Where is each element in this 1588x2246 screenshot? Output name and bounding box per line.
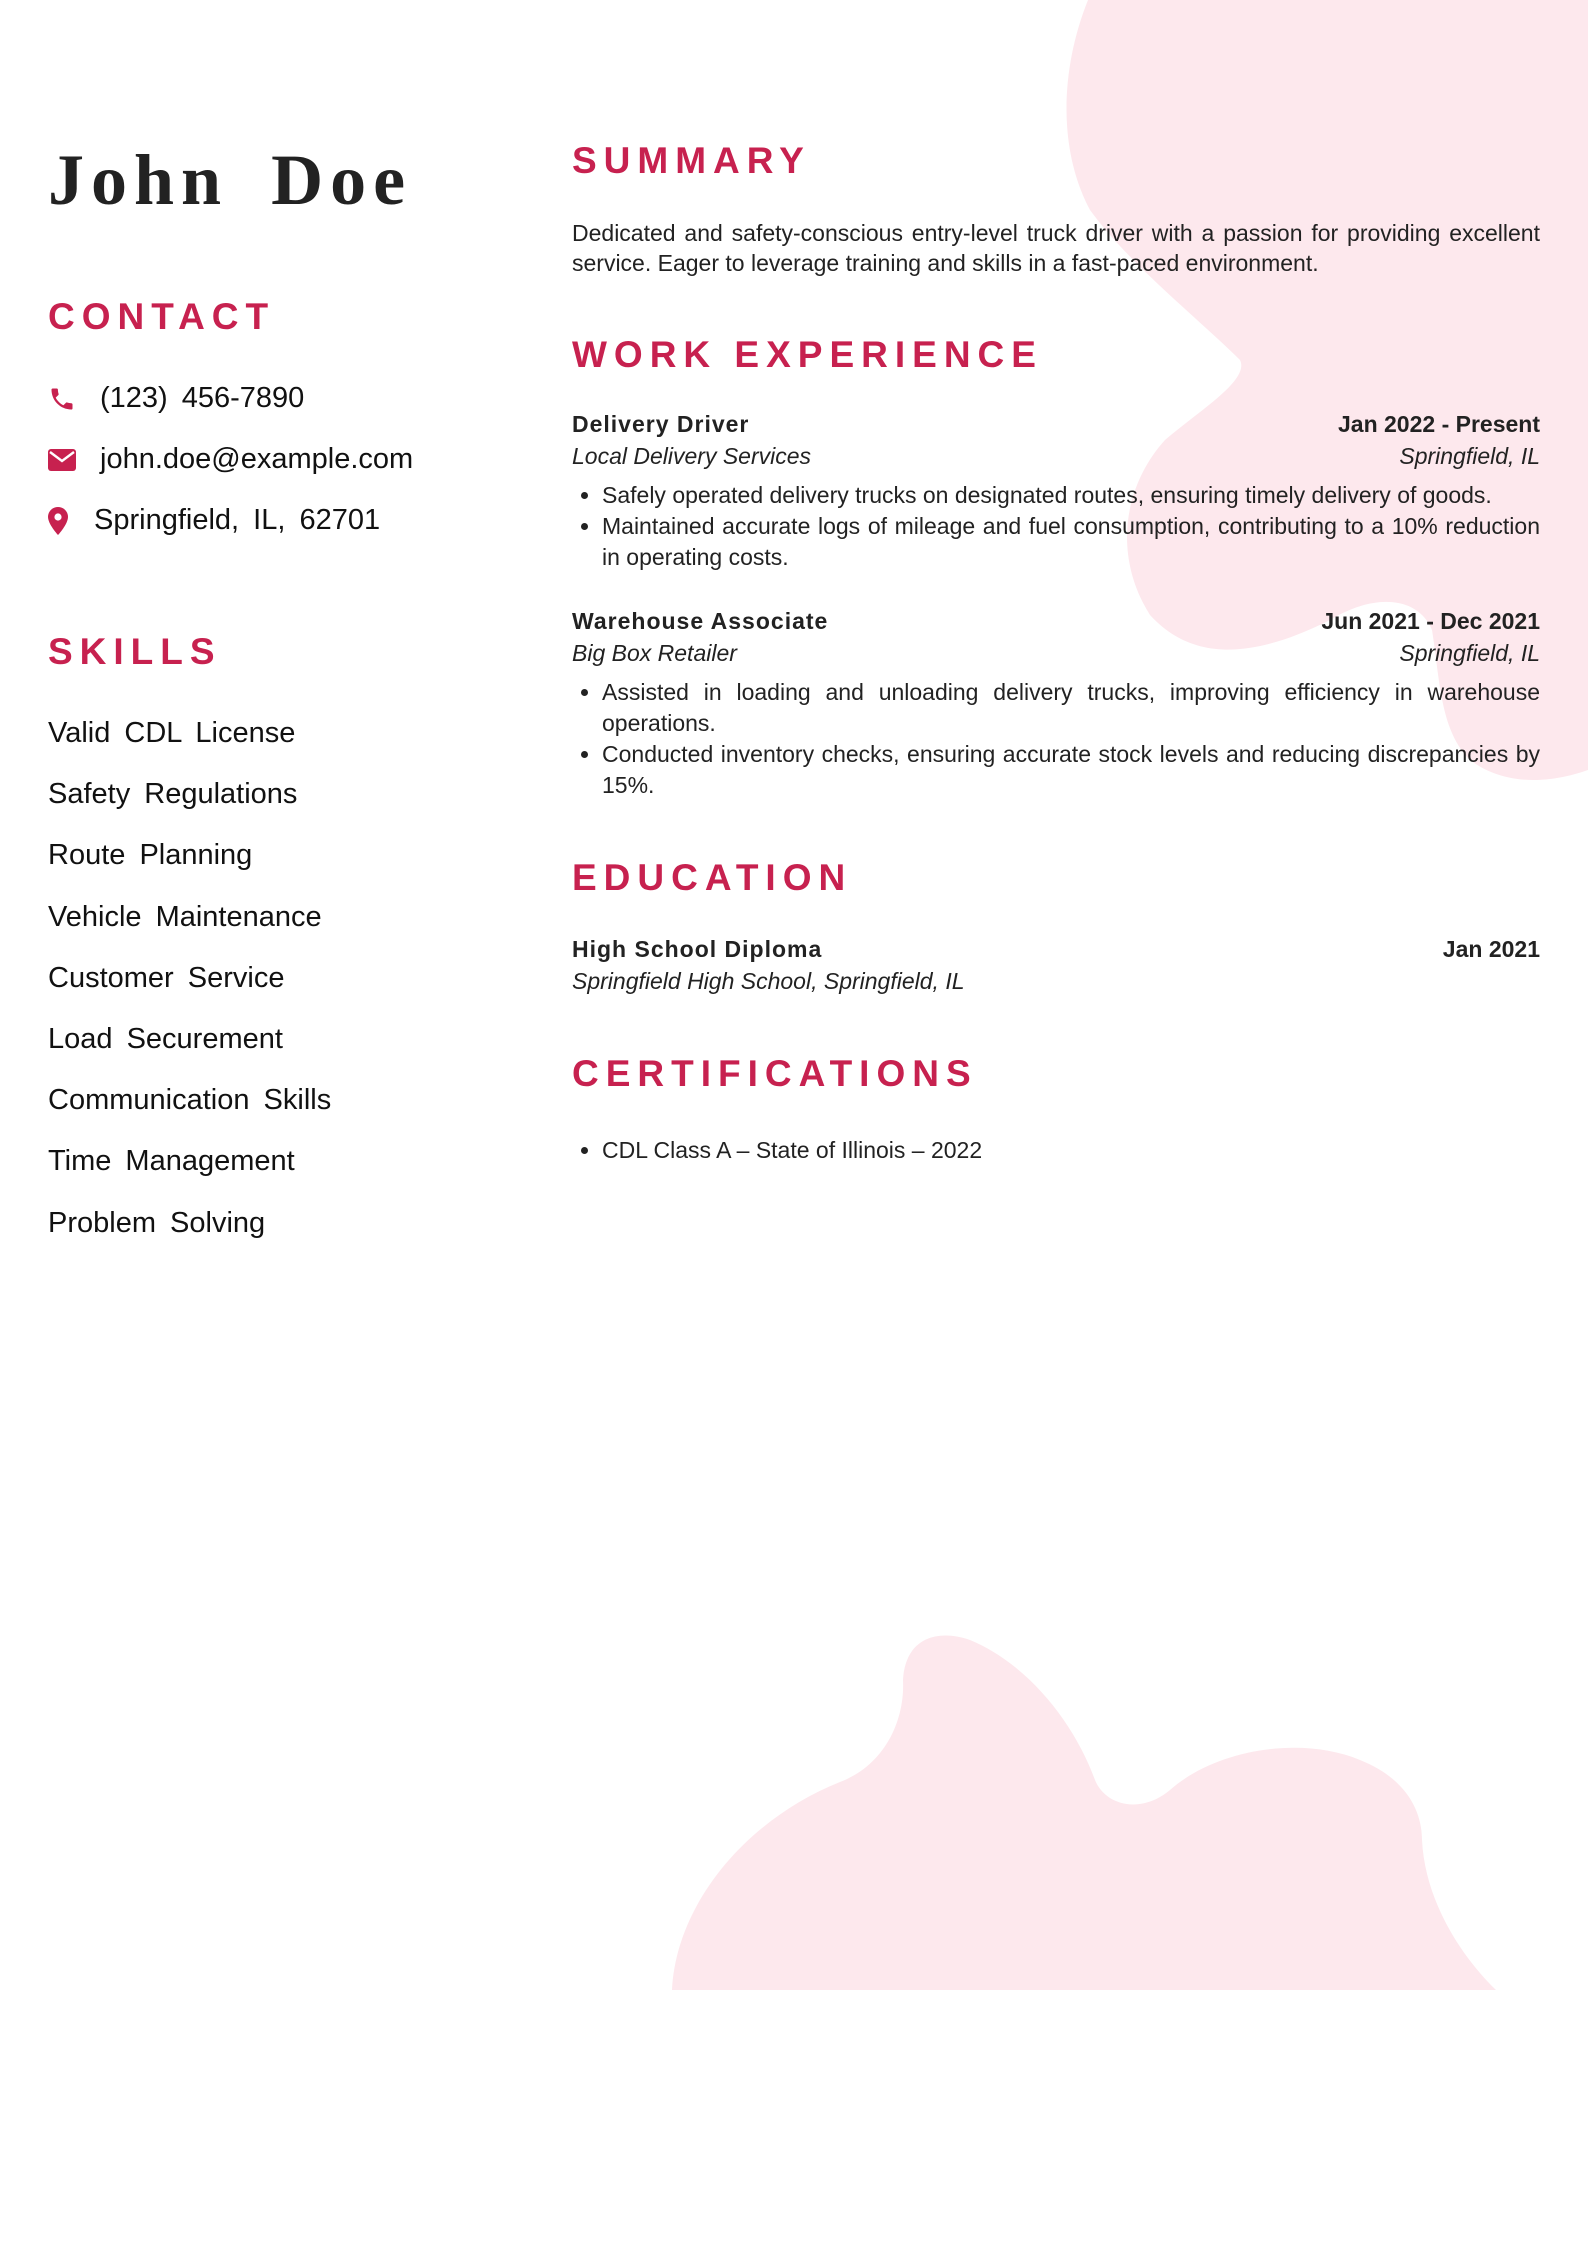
job-bullets: [572, 677, 1540, 801]
certifications-list: [572, 1135, 1540, 1166]
contact-list: [48, 368, 508, 551]
job-header: [572, 408, 1540, 440]
job-header: [572, 605, 1540, 637]
education-school: Springfield High School, Springfield, IL: [572, 968, 965, 994]
job-bullet: • Safely operated delivery trucks on designated routes, ensuring timely delivery of goods.: [602, 480, 1540, 511]
skills-list: [48, 703, 508, 1254]
certifications-heading: CERTIFICATIONS: [572, 1053, 978, 1094]
job-location: Springfield, IL: [1399, 443, 1540, 469]
skill-item: Load Securement: [48, 1022, 283, 1055]
work-experience-heading: WORK EXPERIENCE: [572, 334, 1043, 375]
education-degree: High School Diploma: [572, 936, 823, 962]
skill-item: Problem Solving: [48, 1206, 266, 1239]
job-dates: Jun 2021 - Dec 2021: [1321, 608, 1540, 634]
skill-item: Customer Service: [48, 961, 285, 994]
contact-email: [48, 429, 508, 490]
contact-location-text: Springfield, IL, 62701: [94, 504, 381, 536]
right-column: [572, 134, 1540, 1166]
map-pin-icon: [48, 507, 94, 535]
job-company: Big Box Retailer: [572, 640, 737, 666]
job-title: Delivery Driver: [572, 411, 750, 437]
candidate-name: John Doe: [48, 140, 413, 220]
job-company: Local Delivery Services: [572, 443, 812, 469]
skill-item: Valid CDL License: [48, 717, 296, 749]
contact-phone: [48, 368, 508, 429]
job-location: Springfield, IL: [1399, 640, 1540, 666]
education-date: Jan 2021: [1442, 936, 1540, 962]
envelope-icon: [48, 449, 100, 471]
contact-email-text: john.doe@example.com: [100, 443, 414, 475]
summary-text: Dedicated and safety-conscious entry-level truck driver with a passion for providing excellent service. Eager to leverage training and skills in a fast-paced environment.: [572, 220, 1540, 276]
job-bullet: • Assisted in loading and unloading delivery trucks, improving efficiency in warehouse operations.: [602, 677, 1540, 739]
education-heading: EDUCATION: [572, 857, 853, 898]
summary-heading: SUMMARY: [572, 140, 811, 181]
job-entry: [572, 408, 1540, 573]
job-bullets: [572, 480, 1540, 573]
education-header: [572, 933, 1540, 965]
contact-heading: CONTACT: [48, 296, 276, 337]
contact-location: [48, 490, 508, 551]
job-bullet: • Conducted inventory checks, ensuring accurate stock levels and reducing discrepancies by 15%.: [602, 739, 1540, 801]
job-bullet: • Maintained accurate logs of mileage and fuel consumption, contributing to a 10% reduction in operating costs.: [602, 511, 1540, 573]
contact-phone-text: (123) 456-7890: [100, 382, 305, 414]
education-entry: [572, 933, 1540, 997]
skill-item: Safety Regulations: [48, 778, 298, 811]
education-subheader: [572, 965, 1540, 997]
job-subheader: [572, 637, 1540, 669]
certification-item: • CDL Class A – State of Illinois – 2022: [602, 1135, 1540, 1166]
skill-item: Communication Skills: [48, 1084, 332, 1117]
phone-icon: [48, 385, 100, 413]
job-title: Warehouse Associate: [572, 608, 829, 634]
skill-item: Vehicle Maintenance: [48, 900, 322, 933]
job-dates: Jan 2022 - Present: [1337, 411, 1540, 437]
job-subheader: [572, 440, 1540, 472]
left-column: [48, 130, 508, 1254]
job-entry: [572, 605, 1540, 801]
skill-item: Route Planning: [48, 839, 253, 872]
skill-item: Time Management: [48, 1145, 295, 1178]
skills-heading: SKILLS: [48, 631, 222, 672]
